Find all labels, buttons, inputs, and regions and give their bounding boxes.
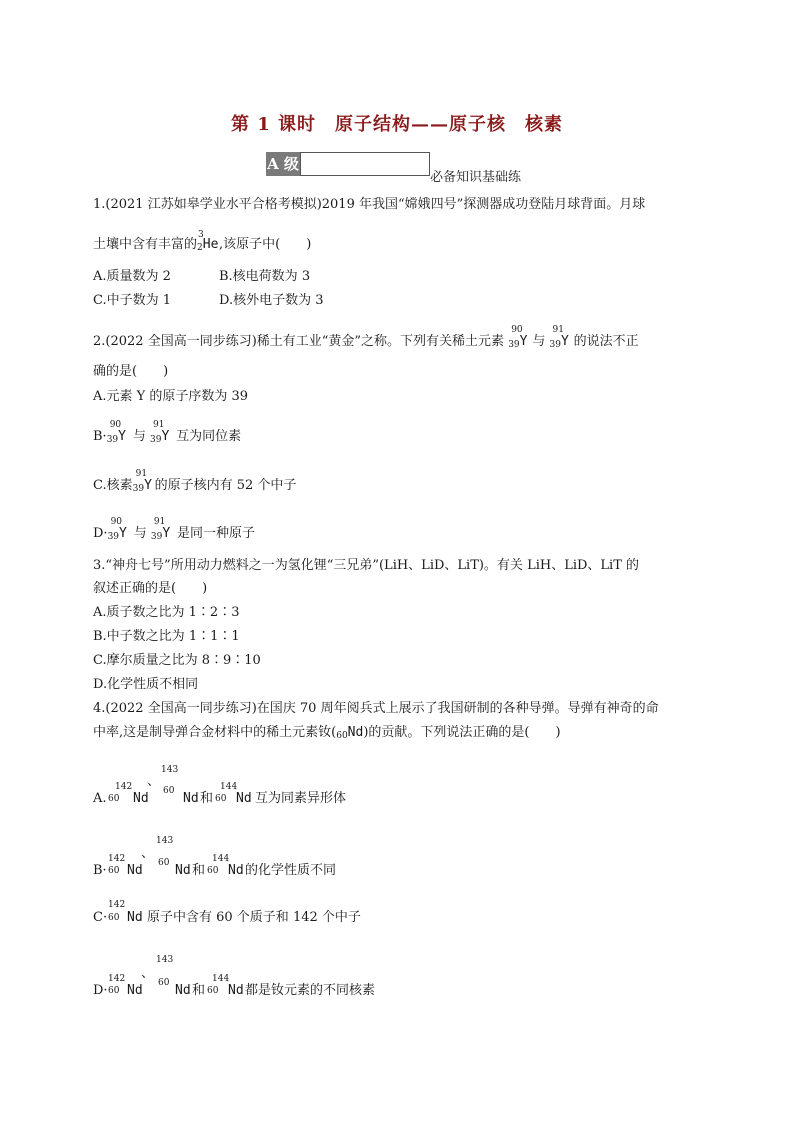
q4b-iso2-a: 143 (156, 836, 174, 846)
q2b-iso1-a: 90 (109, 420, 122, 430)
q2b-iso2-sym: Y (161, 429, 170, 444)
q2c-iso-z: 39 (132, 484, 145, 494)
q2-iso1-z: 39 (508, 340, 520, 350)
q2-iso1-a: 90 (511, 325, 523, 335)
q4d-and: 和 (192, 983, 206, 998)
q2-optb-mid: 与 (132, 429, 146, 444)
q4a-sep: 、 (147, 774, 161, 789)
q2-optc-pre: C.核素 (93, 478, 133, 493)
q2d-iso1-sym: Y (119, 526, 127, 541)
q2-iso1-sym: Y (519, 334, 528, 349)
q1-iso-z: 2 (197, 243, 203, 253)
q4a-iso2-z: 60 (163, 786, 175, 796)
q2-optd-pre: D· (93, 526, 108, 541)
q2d-iso1-a: 90 (110, 517, 123, 527)
q4-line2-post: )的贡献。下列说法正确的是( ) (363, 725, 561, 740)
q2-line1-mid: 与 (532, 334, 546, 349)
q1-option-a[interactable]: A.质量数为 2 (93, 269, 171, 284)
q3-line2: 叙述正确的是( ) (93, 581, 208, 596)
q1-option-c[interactable]: C.中子数为 1 (93, 293, 172, 308)
q4d-iso2-z: 60 (158, 978, 170, 988)
q4d-iso3-sym: Nd (228, 983, 244, 998)
q3-line1: 3.“神舟七号”所用动力燃料之一为氢化锂“三兄弟”(LiH、LiD、LiT)。有关 LiH、LiD、LiT 的 (93, 558, 640, 573)
q2-line2: 确的是( ) (93, 364, 169, 379)
q2-optb-pre: B· (93, 429, 107, 444)
q4b-iso2-z: 60 (158, 858, 170, 868)
q2b-iso2-z: 39 (149, 435, 162, 445)
q4a-iso3-sym: Nd (236, 791, 252, 806)
q4a-iso3-z: 60 (215, 794, 227, 804)
q4b-iso1-z: 60 (108, 866, 120, 876)
q4c-iso-sym: Nd (127, 910, 143, 925)
q4b-sep: 、 (141, 846, 155, 861)
q4a-iso1-z: 60 (108, 794, 120, 804)
q4a-iso2-a: 143 (161, 765, 179, 775)
q1-option-d[interactable]: D.核外电子数为 3 (219, 293, 324, 308)
q2-line1-post: 的说法不正 (573, 334, 639, 349)
q2-option-d[interactable] (93, 517, 256, 546)
q2-iso2-a: 91 (552, 325, 564, 335)
level-badge: A 级 (266, 152, 300, 176)
q4c-iso-z: 60 (108, 913, 120, 923)
q4a-iso3-a: 144 (220, 782, 238, 792)
q4-optd-post: 都是钕元素的不同核素 (245, 983, 376, 998)
q4b-iso3-sym: Nd (228, 863, 244, 878)
q4-optc-pre: C· (93, 910, 108, 925)
q4a-iso1-sym: Nd (133, 791, 149, 806)
q4-optb-pre: B· (93, 863, 107, 878)
q2-option-c[interactable] (93, 469, 297, 498)
q2-optb-post: 互为同位素 (176, 429, 242, 444)
q1-line2-post: ,该原子中( ) (219, 237, 312, 252)
q4-line1: 4.(2022 全国高一同步练习)在国庆 70 周年阅兵式上展示了我国研制的各种导弹。导弹有神奇的命 (93, 701, 659, 716)
q4d-sep: 、 (141, 966, 155, 981)
q4-option-c[interactable] (93, 900, 493, 930)
q4d-iso2-a: 143 (156, 955, 174, 965)
q2d-iso2-sym: Y (162, 526, 171, 541)
q2-line1 (93, 325, 639, 354)
q4b-iso3-z: 60 (207, 866, 219, 876)
q4c-iso-a: 142 (108, 900, 126, 910)
q2b-iso1-z: 39 (106, 435, 119, 445)
q2-optd-mid: 与 (133, 526, 147, 541)
q2-iso2-z: 39 (549, 340, 561, 350)
q1-line2-pre: 土壤中含有丰富的 (93, 237, 198, 252)
q4-optb-post: 的化学性质不同 (245, 863, 337, 878)
q4d-iso1-a: 142 (108, 974, 126, 984)
q4d-iso3-a: 144 (212, 974, 230, 984)
page-title: 第 1 课时 原子结构——原子核 核素 (230, 114, 564, 135)
q2d-iso2-z: 39 (150, 532, 163, 542)
q4-optd-pre: D· (93, 983, 108, 998)
q1-iso-sym: He (202, 237, 219, 252)
q4-option-a[interactable] (93, 765, 493, 805)
q4-option-b[interactable] (93, 836, 493, 878)
q2-optc-post: 的原子核内有 52 个中子 (154, 478, 297, 493)
q2b-iso2-a: 91 (152, 420, 165, 430)
q1-iso-a: 3 (198, 230, 204, 240)
q4d-iso1-sym: Nd (127, 983, 143, 998)
level-box (300, 152, 430, 176)
q4d-iso1-z: 60 (108, 986, 120, 996)
q4b-iso3-a: 144 (212, 854, 230, 864)
q2-option-a[interactable]: A.元素 Y 的原子序数为 39 (93, 389, 249, 404)
q3-option-a[interactable]: A.质子数之比为 1∶2∶3 (93, 605, 240, 620)
q4d-iso2-sym: Nd (175, 983, 191, 998)
q4d-iso3-z: 60 (207, 986, 219, 996)
q4a-and: 和 (200, 791, 214, 806)
q1-option-b[interactable]: B.核电荷数为 3 (219, 269, 311, 284)
q3-option-d[interactable]: D.化学性质不相同 (93, 677, 199, 692)
q4-line2-z: 60 (336, 731, 348, 741)
q2-option-b[interactable] (93, 420, 242, 449)
q4-line2 (93, 724, 561, 745)
q4-optc-post: 原子中含有 60 个质子和 142 个中子 (147, 910, 361, 925)
q3-option-b[interactable]: B.中子数之比为 1∶1∶1 (93, 629, 240, 644)
q1-line2 (93, 230, 312, 257)
q4-line2-pre: 中率,这是制导弹合金材料中的稀土元素钕( (93, 725, 337, 740)
q4-opta-post: 互为同素异形体 (255, 791, 347, 806)
q2-optd-post: 是同一种原子 (177, 526, 256, 541)
q3-option-c[interactable]: C.摩尔质量之比为 8∶9∶10 (93, 653, 261, 668)
q4-opta-pre: A. (93, 791, 107, 806)
q2c-iso-a: 91 (135, 469, 148, 479)
q4-line2-sym: Nd (347, 725, 364, 740)
q2b-iso1-sym: Y (118, 429, 126, 444)
q2d-iso2-a: 91 (153, 517, 166, 527)
q4b-iso1-a: 142 (108, 854, 126, 864)
q2d-iso1-z: 39 (107, 532, 120, 542)
q4b-iso1-sym: Nd (127, 863, 143, 878)
q2-iso2-sym: Y (560, 334, 569, 349)
q1-line1: 1.(2021 江苏如皋学业水平合格考模拟)2019 年我国“嫦娥四号”探测器成功登陆月球背面。月球 (93, 197, 646, 212)
q2c-iso-sym: Y (144, 478, 152, 493)
q4-option-d[interactable] (93, 955, 493, 999)
level-label: 必备知识基础练 (430, 170, 522, 185)
q4a-iso2-sym: Nd (183, 791, 199, 806)
q4b-and: 和 (192, 863, 206, 878)
q4a-iso1-a: 142 (115, 782, 133, 792)
q2-line1-pre: 2.(2022 全国高一同步练习)稀土有工业“黄金”之称。下列有关稀土元素 (93, 334, 505, 349)
q4b-iso2-sym: Nd (175, 863, 191, 878)
